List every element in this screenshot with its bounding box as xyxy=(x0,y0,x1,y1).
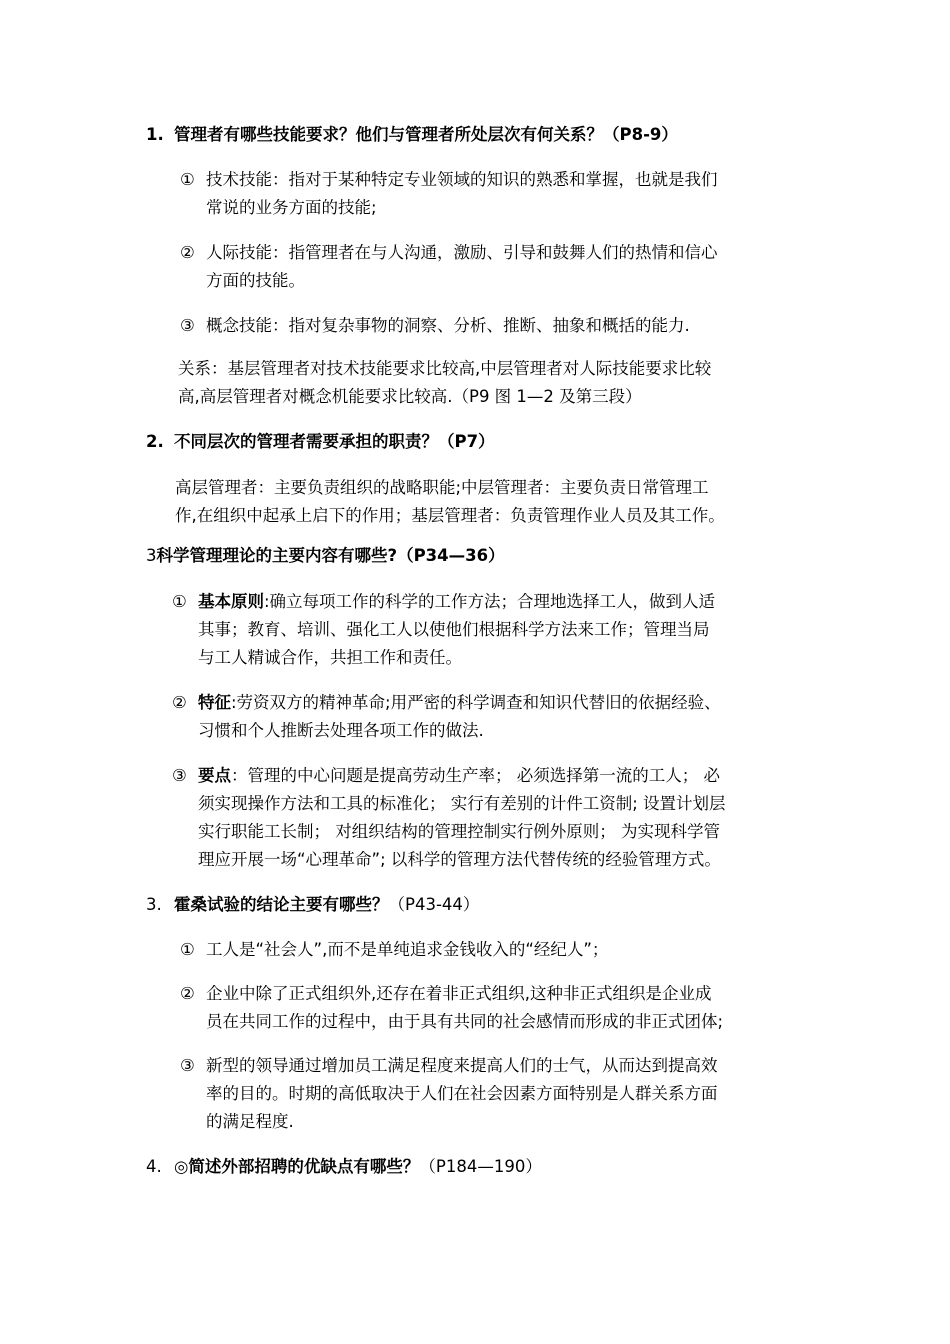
q5-heading-text: ◎简述外部招聘的优缺点有哪些？ xyxy=(174,1157,420,1176)
q4-heading-ref: （P43-44） xyxy=(388,895,480,914)
q3-number: 3 xyxy=(146,546,157,565)
q4-item-3-marker: ③ xyxy=(180,1056,195,1075)
q1-heading-text: 管理者有哪些技能要求？他们与管理者所处层次有何关系？（P8-9） xyxy=(174,125,678,144)
q3-heading-text: 科学管理理论的主要内容有哪些?（P34—36） xyxy=(156,546,505,565)
q4-item-2-line-2: 员在共同工作的过程中，由于具有共同的社会感情而形成的非正式团体; xyxy=(206,1012,724,1031)
q1-heading xyxy=(146,123,678,147)
q3-item-3-line-1 xyxy=(172,764,720,788)
q3-item-2-label: 特征 xyxy=(198,693,231,712)
q4-item-2-text: 企业中除了正式组织外,还存在着非正式组织,这种非正式组织是企业成 xyxy=(206,984,712,1003)
q4-item-2-marker: ② xyxy=(180,984,195,1003)
q3-item-2-line-2: 习惯和个人推断去处理各项工作的做法. xyxy=(198,721,484,740)
q3-item-1-text: :确立每项工作的科学的工作方法；合理地选择工人，做到人适 xyxy=(264,592,716,611)
q4-heading-text: 霍桑试验的结论主要有哪些？ xyxy=(174,895,389,914)
q1-item-3-text: 概念技能：指对复杂事物的洞察、分析、推断、抽象和概括的能力. xyxy=(206,316,690,335)
q1-item-3-marker: ③ xyxy=(180,316,195,335)
q3-item-2-marker: ② xyxy=(172,693,187,712)
q5-number: 4. xyxy=(146,1157,162,1176)
q5-heading xyxy=(146,1155,542,1179)
q4-heading xyxy=(146,893,479,917)
q3-item-3-marker: ③ xyxy=(172,766,187,785)
q2-body-line-1: 高层管理者：主要负责组织的战略职能;中层管理者：主要负责日常管理工 xyxy=(175,478,709,497)
q1-item-1-line-2: 常说的业务方面的技能; xyxy=(206,198,377,217)
q4-item-3-line-3: 的满足程度. xyxy=(206,1112,294,1131)
q1-item-1-text: 技术技能：指对于某种特定专业领域的知识的熟悉和掌握，也就是我们 xyxy=(206,170,718,189)
q2-number: 2. xyxy=(146,432,164,451)
q1-item-1-marker: ① xyxy=(180,170,195,189)
q3-item-1-line-2: 其事；教育、培训、强化工人以使他们根据科学方法来工作；管理当局 xyxy=(198,620,710,639)
q4-item-3-text: 新型的领导通过增加员工满足程度来提高人们的士气，从而达到提高效 xyxy=(206,1056,718,1075)
q3-item-3-label: 要点 xyxy=(198,766,231,785)
q1-item-2-marker: ② xyxy=(180,243,195,262)
q1-item-1-line-1 xyxy=(180,168,718,192)
q3-item-1-line-1 xyxy=(172,590,715,614)
q1-item-3-line-1 xyxy=(180,314,690,338)
q3-item-2-text: :劳资双方的精神革命;用严密的科学调查和知识代替旧的依据经验、 xyxy=(231,693,721,712)
q4-item-1-marker: ① xyxy=(180,940,195,959)
q5-heading-ref: （P184—190） xyxy=(419,1157,542,1176)
q4-item-2-line-1 xyxy=(180,982,712,1006)
q4-item-1-line-1 xyxy=(180,938,608,962)
q4-item-1-text: 工人是“社会人”,而不是单纯追求金钱收入的“经纪人”； xyxy=(206,940,609,959)
q3-item-1-line-3: 与工人精诚合作，共担工作和责任。 xyxy=(198,648,462,667)
q3-item-1-marker: ① xyxy=(172,592,187,611)
q2-heading-text: 不同层次的管理者需要承担的职责？（P7） xyxy=(174,432,495,451)
q1-item-2-text: 人际技能：指管理者在与人沟通，激励、引导和鼓舞人们的热情和信心 xyxy=(206,243,718,262)
q3-heading xyxy=(146,544,505,568)
q2-heading xyxy=(146,430,495,454)
q4-item-3-line-1 xyxy=(180,1054,718,1078)
q3-item-1-label: 基本原则 xyxy=(198,592,264,611)
q3-item-3-line-4: 理应开展一场“心理革命”; 以科学的管理方法代替传统的经验管理方式。 xyxy=(198,850,721,869)
q3-item-3-text: ：管理的中心问题是提高劳动生产率； 必须选择第一流的工人； 必 xyxy=(231,766,720,785)
q2-body-line-2: 作,在组织中起承上启下的作用；基层管理者：负责管理作业人员及其工作。 xyxy=(175,506,725,525)
q3-item-3-line-2: 须实现操作方法和工具的标准化； 实行有差别的计件工资制; 设置计划层 xyxy=(198,794,726,813)
q3-item-3-line-3: 实行职能工长制； 对组织结构的管理控制实行例外原则； 为实现科学管 xyxy=(198,822,720,841)
q1-relation-line-2: 高,高层管理者对概念机能要求比较高.（P9 图 1—2 及第三段） xyxy=(178,387,642,406)
q4-number: 3. xyxy=(146,895,162,914)
q1-item-2-line-2: 方面的技能。 xyxy=(206,271,305,290)
q3-item-2-line-1 xyxy=(172,691,721,715)
q1-number: 1. xyxy=(146,125,164,144)
q1-item-2-line-1 xyxy=(180,241,718,265)
q4-item-3-line-2: 率的目的。时期的高低取决于人们在社会因素方面特别是人群关系方面 xyxy=(206,1084,718,1103)
q1-relation-line-1: 关系：基层管理者对技术技能要求比较高,中层管理者对人际技能要求比较 xyxy=(178,359,712,378)
